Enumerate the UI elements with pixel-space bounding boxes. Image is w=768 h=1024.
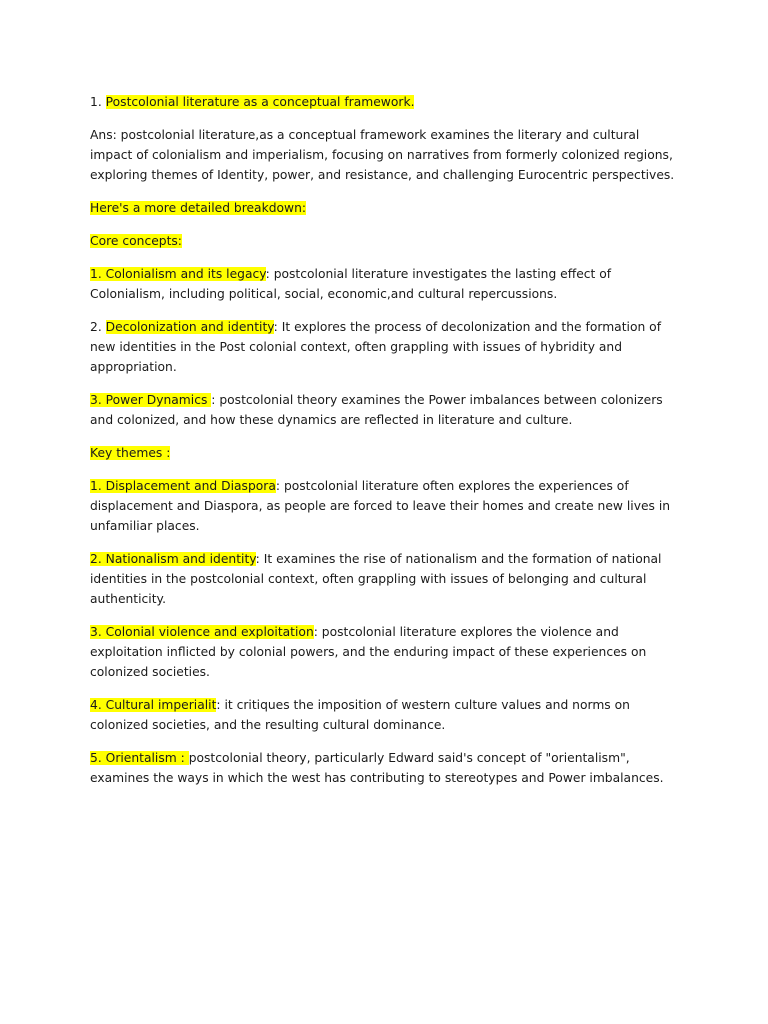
question-number: 1. (90, 95, 106, 109)
core-concept-text: : postcolonial theory examines the Power imbalances between colonizers and colonized, and how these dynamics are reflected in literature and culture. (90, 393, 663, 427)
theme-label: 4. Cultural imperialit (90, 698, 217, 712)
theme-text: : it critiques the imposition of western culture values and norms on colonized societies, and the resulting cultural dominance. (90, 698, 630, 732)
key-themes-heading-text: Key themes : (90, 446, 171, 460)
theme-label: 5. Orientalism : (90, 751, 189, 765)
breakdown-heading-text: Here's a more detailed breakdown: (90, 201, 307, 215)
theme-label: 2. Nationalism and identity (90, 552, 256, 566)
theme-item (90, 549, 680, 609)
core-concept-number: 2. (90, 320, 106, 334)
answer-paragraph: Ans: postcolonial literature,as a conceptual framework examines the literary and cultural impact of colonialism and imperialism, focusing on narratives from formerly colonized regions, exploring themes of Identity, power, and resistance, and challenging Eurocentric perspectives. (90, 128, 675, 182)
core-concepts-heading (90, 231, 680, 251)
core-concept-label: Decolonization and identity (105, 320, 274, 334)
document-body (90, 92, 680, 801)
core-concept-label: 1. Colonialism and its legacy (90, 267, 266, 281)
key-themes-heading (90, 443, 680, 463)
theme-item (90, 695, 680, 735)
breakdown-heading (90, 198, 680, 218)
theme-label: 1. Displacement and Diaspora (90, 479, 276, 493)
core-concepts-heading-text: Core concepts: (90, 234, 182, 248)
core-concept-item (90, 390, 680, 430)
theme-item (90, 476, 680, 536)
theme-item (90, 748, 680, 788)
theme-text: postcolonial theory, particularly Edward said's concept of "orientalism", examines the ways in which the west has contributing to stereotypes and Power imbalances. (90, 751, 664, 785)
question-title-highlight: Postcolonial literature as a conceptual framework. (105, 95, 415, 109)
theme-text: : postcolonial literature explores the violence and exploitation inflicted by colonial powers, and the enduring impact of these experiences on colonized societies. (90, 625, 647, 679)
core-concept-item (90, 264, 680, 304)
question-title (90, 92, 680, 112)
theme-label: 3. Colonial violence and exploitation (90, 625, 314, 639)
core-concept-item (90, 317, 680, 377)
core-concept-label: 3. Power Dynamics (90, 393, 212, 407)
theme-text: : It examines the rise of nationalism and the formation of national identities in the postcolonial context, often grappling with issues of belonging and cultural authenticity. (90, 552, 662, 606)
theme-item (90, 622, 680, 682)
core-concept-text: : It explores the process of decolonization and the formation of new identities in the Post colonial context, often grappling with issues of hybridity and appropriation. (90, 320, 662, 374)
core-concept-text: : postcolonial literature investigates the lasting effect of Colonialism, including political, social, economic,and cultural repercussions. (90, 267, 612, 301)
theme-text: : postcolonial literature often explores the experiences of displacement and Diaspora, as people are forced to leave their homes and create new lives in unfamiliar places. (90, 479, 671, 533)
